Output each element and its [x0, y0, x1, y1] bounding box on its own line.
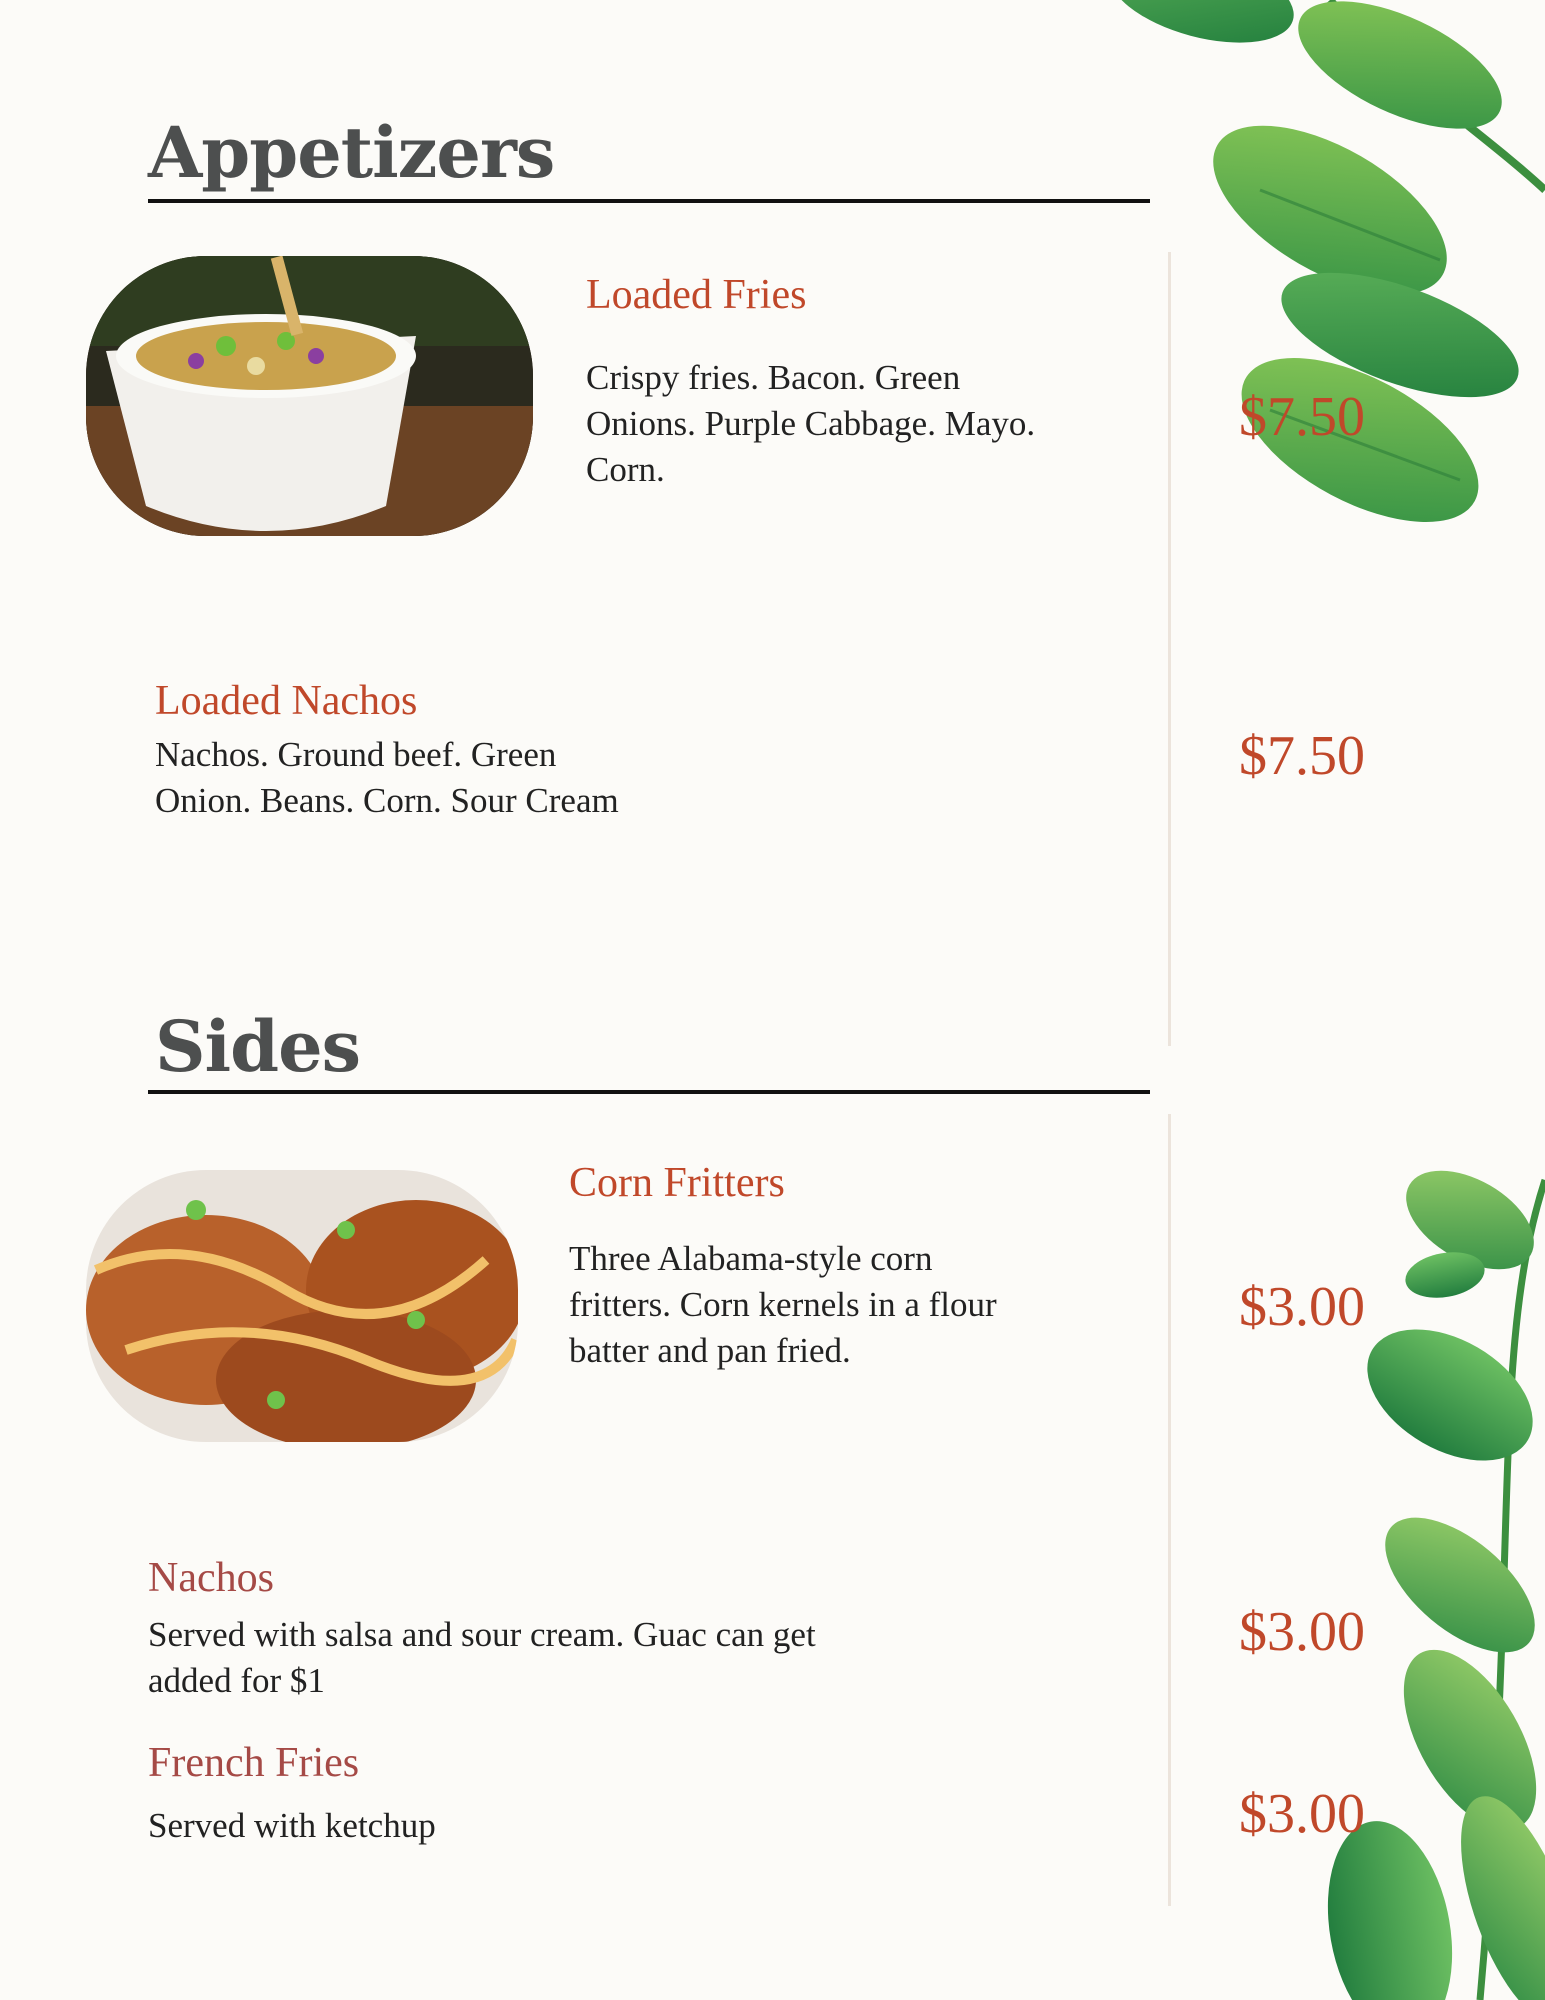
item-price-loaded-nachos: $7.50 [1239, 725, 1365, 787]
section-divider-sides [148, 1090, 1150, 1094]
section-title-appetizers: Appetizers [148, 111, 555, 194]
price-column-divider-appetizers [1168, 252, 1171, 1046]
item-description-french-fries: Served with ketchup [148, 1806, 436, 1845]
item-description-loaded-nachos: Nachos. Ground beef. Green Onion. Beans. Corn. Sour Cream [155, 735, 619, 820]
item-price-loaded-fries: $7.50 [1239, 386, 1365, 448]
corn-fritters-photo [86, 1170, 518, 1442]
loaded-fries-photo [86, 256, 533, 536]
leaf-decoration-top [1100, 0, 1545, 540]
item-description-loaded-fries: Crispy fries. Bacon. Green Onions. Purple Cabbage. Mayo. Corn. [586, 358, 1036, 489]
item-name-loaded-fries: Loaded Fries [586, 272, 807, 318]
item-price-nachos: $3.00 [1239, 1601, 1365, 1663]
item-name-corn-fritters: Corn Fritters [569, 1160, 785, 1206]
item-name-nachos: Nachos [148, 1555, 274, 1601]
item-name-loaded-nachos: Loaded Nachos [155, 678, 418, 724]
item-price-french-fries: $3.00 [1239, 1783, 1365, 1845]
section-title-sides: Sides [155, 1005, 361, 1088]
section-divider-appetizers [148, 199, 1150, 203]
item-price-corn-fritters: $3.00 [1239, 1276, 1365, 1338]
item-name-french-fries: French Fries [148, 1740, 360, 1786]
item-description-nachos: Served with salsa and sour cream. Guac can get added for $1 [148, 1615, 816, 1700]
item-description-corn-fritters: Three Alabama-style corn fritters. Corn kernels in a flour batter and pan fried. [569, 1239, 997, 1370]
